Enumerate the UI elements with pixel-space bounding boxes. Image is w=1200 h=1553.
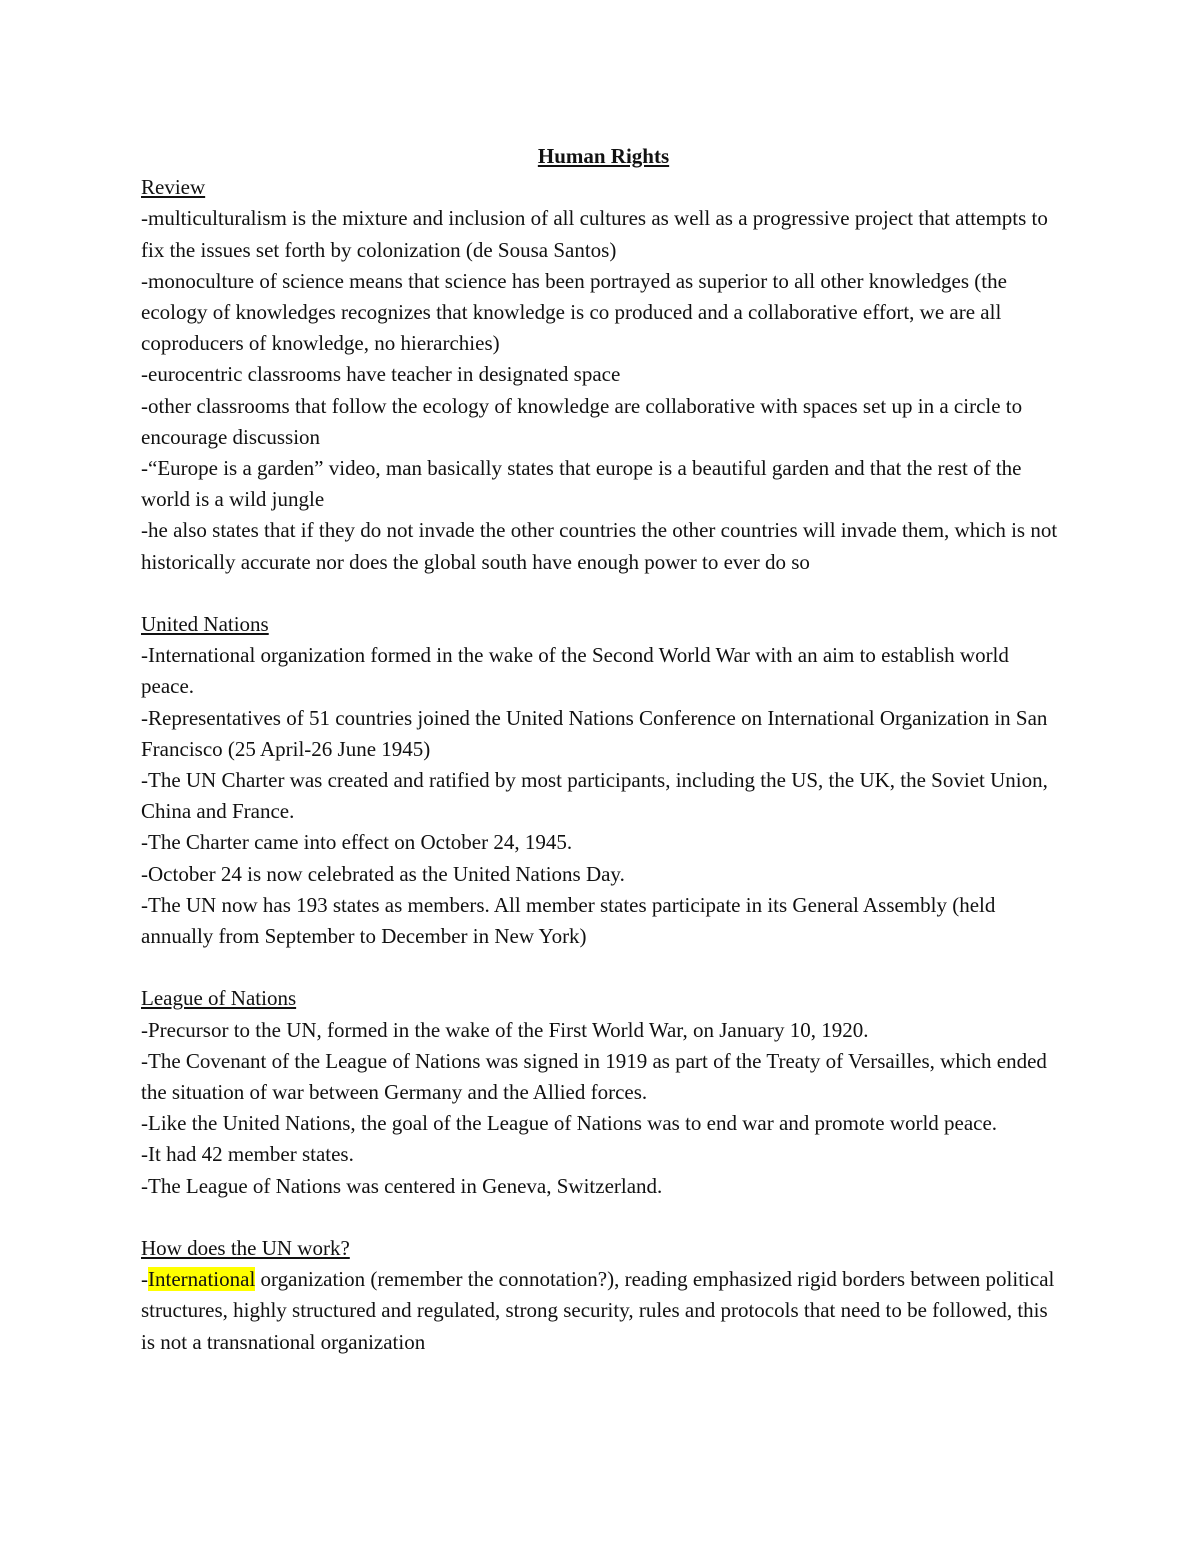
review-item: -monoculture of science means that science has been portrayed as superior to all other knowledges (the ecology of knowledges recognizes that knowledge is co produced and a collaborative effort, we are all coproducers of knowledge, no hierarchies)	[141, 268, 1007, 356]
review-heading: Review	[141, 175, 206, 200]
section-spacer	[141, 952, 1066, 983]
review-item: -eurocentric classrooms have teacher in designated space	[141, 362, 621, 387]
how-un-item-text: organization (remember the connotation?), reading emphasized rigid borders between political structures, highly structured and regulated, strong security, rules and protocols that need to be followed, this is not a transnational organization	[141, 1267, 1055, 1354]
section-spacer	[141, 1202, 1066, 1233]
united-nations-heading: United Nations	[141, 612, 269, 637]
un-item: -International organization formed in the wake of the Second World War with an aim to establish world peace.	[141, 643, 1009, 699]
how-un-item	[141, 1264, 1066, 1358]
review-item: -“Europe is a garden” video, man basically states that europe is a beautiful garden and that the rest of the world is a wild jungle	[141, 456, 1022, 512]
how-un-works-section	[141, 1233, 1066, 1358]
un-item: -The UN Charter was created and ratified by most participants, including the US, the UK, the Soviet Union, China and France.	[141, 768, 1048, 824]
league-item: -Precursor to the UN, formed in the wake of the First World War, on January 10, 1920.	[141, 1017, 869, 1042]
united-nations-section	[141, 609, 1066, 952]
document-page	[141, 141, 1066, 1358]
review-item: -he also states that if they do not invade the other countries the other countries will invade them, which is not historically accurate nor does the global south have enough power to ever do so	[141, 518, 1058, 574]
un-item: -Representatives of 51 countries joined the United Nations Conference on International Organization in San Francisco (25 April-26 June 1945)	[141, 705, 1048, 761]
review-section	[141, 172, 1066, 578]
league-item: -It had 42 member states.	[141, 1142, 354, 1167]
document-title: Human Rights	[537, 144, 670, 168]
section-spacer	[141, 578, 1066, 609]
un-item: -The Charter came into effect on October 24, 1945.	[141, 830, 573, 855]
how-un-works-heading: How does the UN work?	[141, 1236, 350, 1261]
how-un-item-prefix: -	[141, 1267, 148, 1292]
un-item: -October 24 is now celebrated as the United Nations Day.	[141, 861, 625, 886]
highlighted-term: International	[148, 1267, 256, 1292]
league-item: -The League of Nations was centered in Geneva, Switzerland.	[141, 1173, 663, 1198]
un-item: -The UN now has 193 states as members. All member states participate in its General Assembly (held annually from September to December in New York)	[141, 892, 996, 949]
league-item: -The Covenant of the League of Nations was signed in 1919 as part of the Treaty of Versailles, which ended the situation of war between Germany and the Allied forces.	[141, 1048, 1047, 1105]
league-of-nations-heading: League of Nations	[141, 986, 297, 1011]
league-of-nations-section	[141, 983, 1066, 1201]
review-item: -other classrooms that follow the ecology of knowledge are collaborative with spaces set up in a circle to encourage discussion	[141, 393, 1023, 449]
league-item: -Like the United Nations, the goal of the League of Nations was to end war and promote world peace.	[141, 1111, 998, 1136]
review-item: -multiculturalism is the mixture and inclusion of all cultures as well as a progressive project that attempts to fix the issues set forth by colonization (de Sousa Santos)	[141, 206, 1048, 262]
